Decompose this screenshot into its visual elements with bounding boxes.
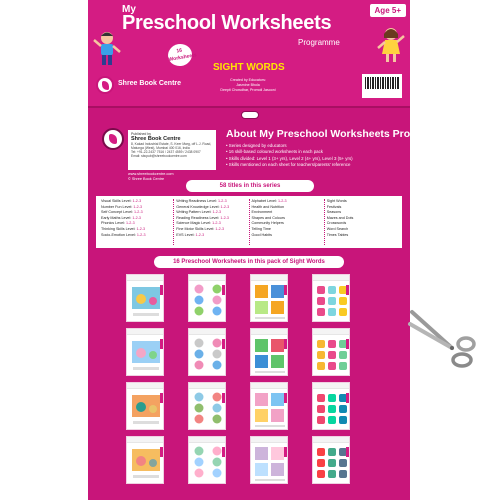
- title-item: Thinking Skills Level: 1-2-3: [101, 226, 146, 231]
- title-sub: Programme: [298, 38, 340, 47]
- title-item: Writing Readiness Level: 1-2-3: [176, 199, 227, 203]
- title-item: EVS Level: 1-2-3: [176, 232, 205, 237]
- title-item: Reading Readiness Level: 1-2-3: [176, 215, 229, 220]
- title-item: Health and Nutrition: [251, 204, 285, 209]
- copyright: © Shree Book Centre: [128, 177, 165, 181]
- series-count-label: 58 titles in this series: [186, 180, 314, 192]
- publisher-name: Shree Book Centre: [131, 136, 181, 142]
- title-item: Alphabet Level: 1-2-3: [251, 199, 287, 203]
- worksheet-thumbnail: [126, 436, 164, 484]
- website-link[interactable]: www.shreebookcentre.com: [128, 172, 174, 176]
- publisher-phone: Tel: +91-22-2437 7516 / 2437 4559 / 2438 0907: [131, 150, 201, 154]
- titles-column: [325, 199, 399, 245]
- credits-block: [218, 78, 278, 93]
- title-item: Times Tables: [326, 232, 349, 237]
- about-bullet: • 16 skill-based coloured worksheets in each pack: [226, 149, 323, 155]
- title-item: Number Fun Level: 1-2-3: [101, 204, 143, 209]
- worksheet-thumbnail: [188, 382, 226, 430]
- pack-header: [88, 0, 410, 108]
- worksheet-thumbnail: [126, 328, 164, 376]
- worksheet-thumbnail: [250, 328, 288, 376]
- title-item: Writing Pattern Level: 1-2-3: [176, 210, 222, 215]
- title-item: Science Magic Level: 1-2-3: [176, 221, 221, 226]
- boy-illustration-icon: [92, 30, 122, 68]
- worksheets-count-badge: 16 Worksheets: [166, 42, 193, 68]
- worksheet-thumbnail: [250, 436, 288, 484]
- about-bullet: • Skills divided: Level 1 (3+ yrs), Level 2 (4+ yrs), Level 3 (5+ yrs): [226, 155, 353, 161]
- title-item: Socio-Emotion Level: 1-2-3: [101, 232, 146, 237]
- worksheet-thumbnail: [250, 274, 288, 322]
- publisher-label: Published by: [131, 132, 152, 136]
- title-item: Festivals: [326, 204, 342, 209]
- credits-line: Deepti Chowdhar, Promoli Jasooni: [220, 88, 276, 92]
- worksheet-thumbnail: [188, 436, 226, 484]
- hang-hole: [241, 111, 259, 119]
- worksheet-pack: [88, 0, 452, 500]
- scissors-icon: [406, 308, 478, 374]
- worksheet-thumbnail: [188, 328, 226, 376]
- title-item: Good Habits: [251, 232, 272, 237]
- worksheet-thumbnail: [312, 436, 350, 484]
- title-item: Seasons: [326, 210, 342, 215]
- titles-table: [96, 196, 402, 248]
- title-item: Shapes and Colours: [251, 215, 285, 220]
- worksheet-thumbnail: [126, 382, 164, 430]
- title-item: Word Search: [326, 226, 349, 231]
- about-bullets: [226, 143, 353, 168]
- title-small: My: [122, 4, 136, 15]
- title-item: Early Maths Level: 1-2-3: [101, 215, 141, 220]
- publisher-address: 8, Kakad Industrial Estate, S. Keer Marg, off L.J. Road, Matunga (West), Mumbai 400 016, India: [131, 142, 212, 150]
- title-item: Fine Motor Skills Level: 1-2-3: [176, 226, 225, 231]
- publisher-name: Shree Book Centre: [118, 80, 182, 87]
- credits-line: Created by Educators:: [230, 78, 266, 82]
- titles-column: [174, 199, 249, 245]
- barcode-icon: [362, 74, 402, 98]
- title-item: Environment: [251, 210, 273, 215]
- publisher-web: [128, 172, 174, 182]
- title-item: Community Helpers: [251, 221, 284, 226]
- about-bullet: • Series designed by educators: [226, 143, 287, 148]
- worksheet-thumbnail: [312, 328, 350, 376]
- worksheet-thumbnail: [312, 274, 350, 322]
- title-item: Crosswords: [326, 221, 347, 226]
- publisher-logo-icon: [96, 76, 114, 94]
- page-title: Preschool Worksheets: [122, 12, 332, 34]
- credits-line: Jasmine Bhola: [236, 83, 260, 87]
- age-badge: Age 5+: [370, 4, 406, 17]
- about-bullet: • Skills mentioned on each sheet for teachers/parents' reference: [226, 161, 351, 167]
- title-item: Visual Skills Level: 1-2-3: [101, 199, 142, 203]
- title-item: Self Concept Level: 1-2-3: [101, 210, 143, 215]
- worksheets-pack-label: 16 Preschool Worksheets in this pack of Sight Words: [154, 256, 344, 268]
- title-item: Telling Time: [251, 226, 271, 231]
- girl-illustration-icon: [376, 26, 406, 64]
- worksheet-thumbnail: [312, 382, 350, 430]
- publisher-logo-icon: [102, 128, 124, 150]
- title-item: Sight Words: [326, 199, 347, 203]
- worksheet-thumbnail: [126, 274, 164, 322]
- publisher-email: Email: sbcpub@shreebookcentre.com: [131, 154, 187, 158]
- subject-title: SIGHT WORDS: [213, 62, 285, 73]
- title-item: Mazes and Dots: [326, 215, 354, 220]
- title-item: General Knowledge Level: 1-2-3: [176, 204, 230, 209]
- about-heading: About My Preschool Worksheets Programme: [226, 128, 452, 140]
- publisher-info-box: [128, 130, 216, 170]
- worksheet-thumbnail: [188, 274, 226, 322]
- worksheet-thumbnail: [250, 382, 288, 430]
- title-item: Phonics Level: 1-2-3: [101, 221, 135, 226]
- titles-column: [250, 199, 325, 245]
- titles-column: [99, 199, 174, 245]
